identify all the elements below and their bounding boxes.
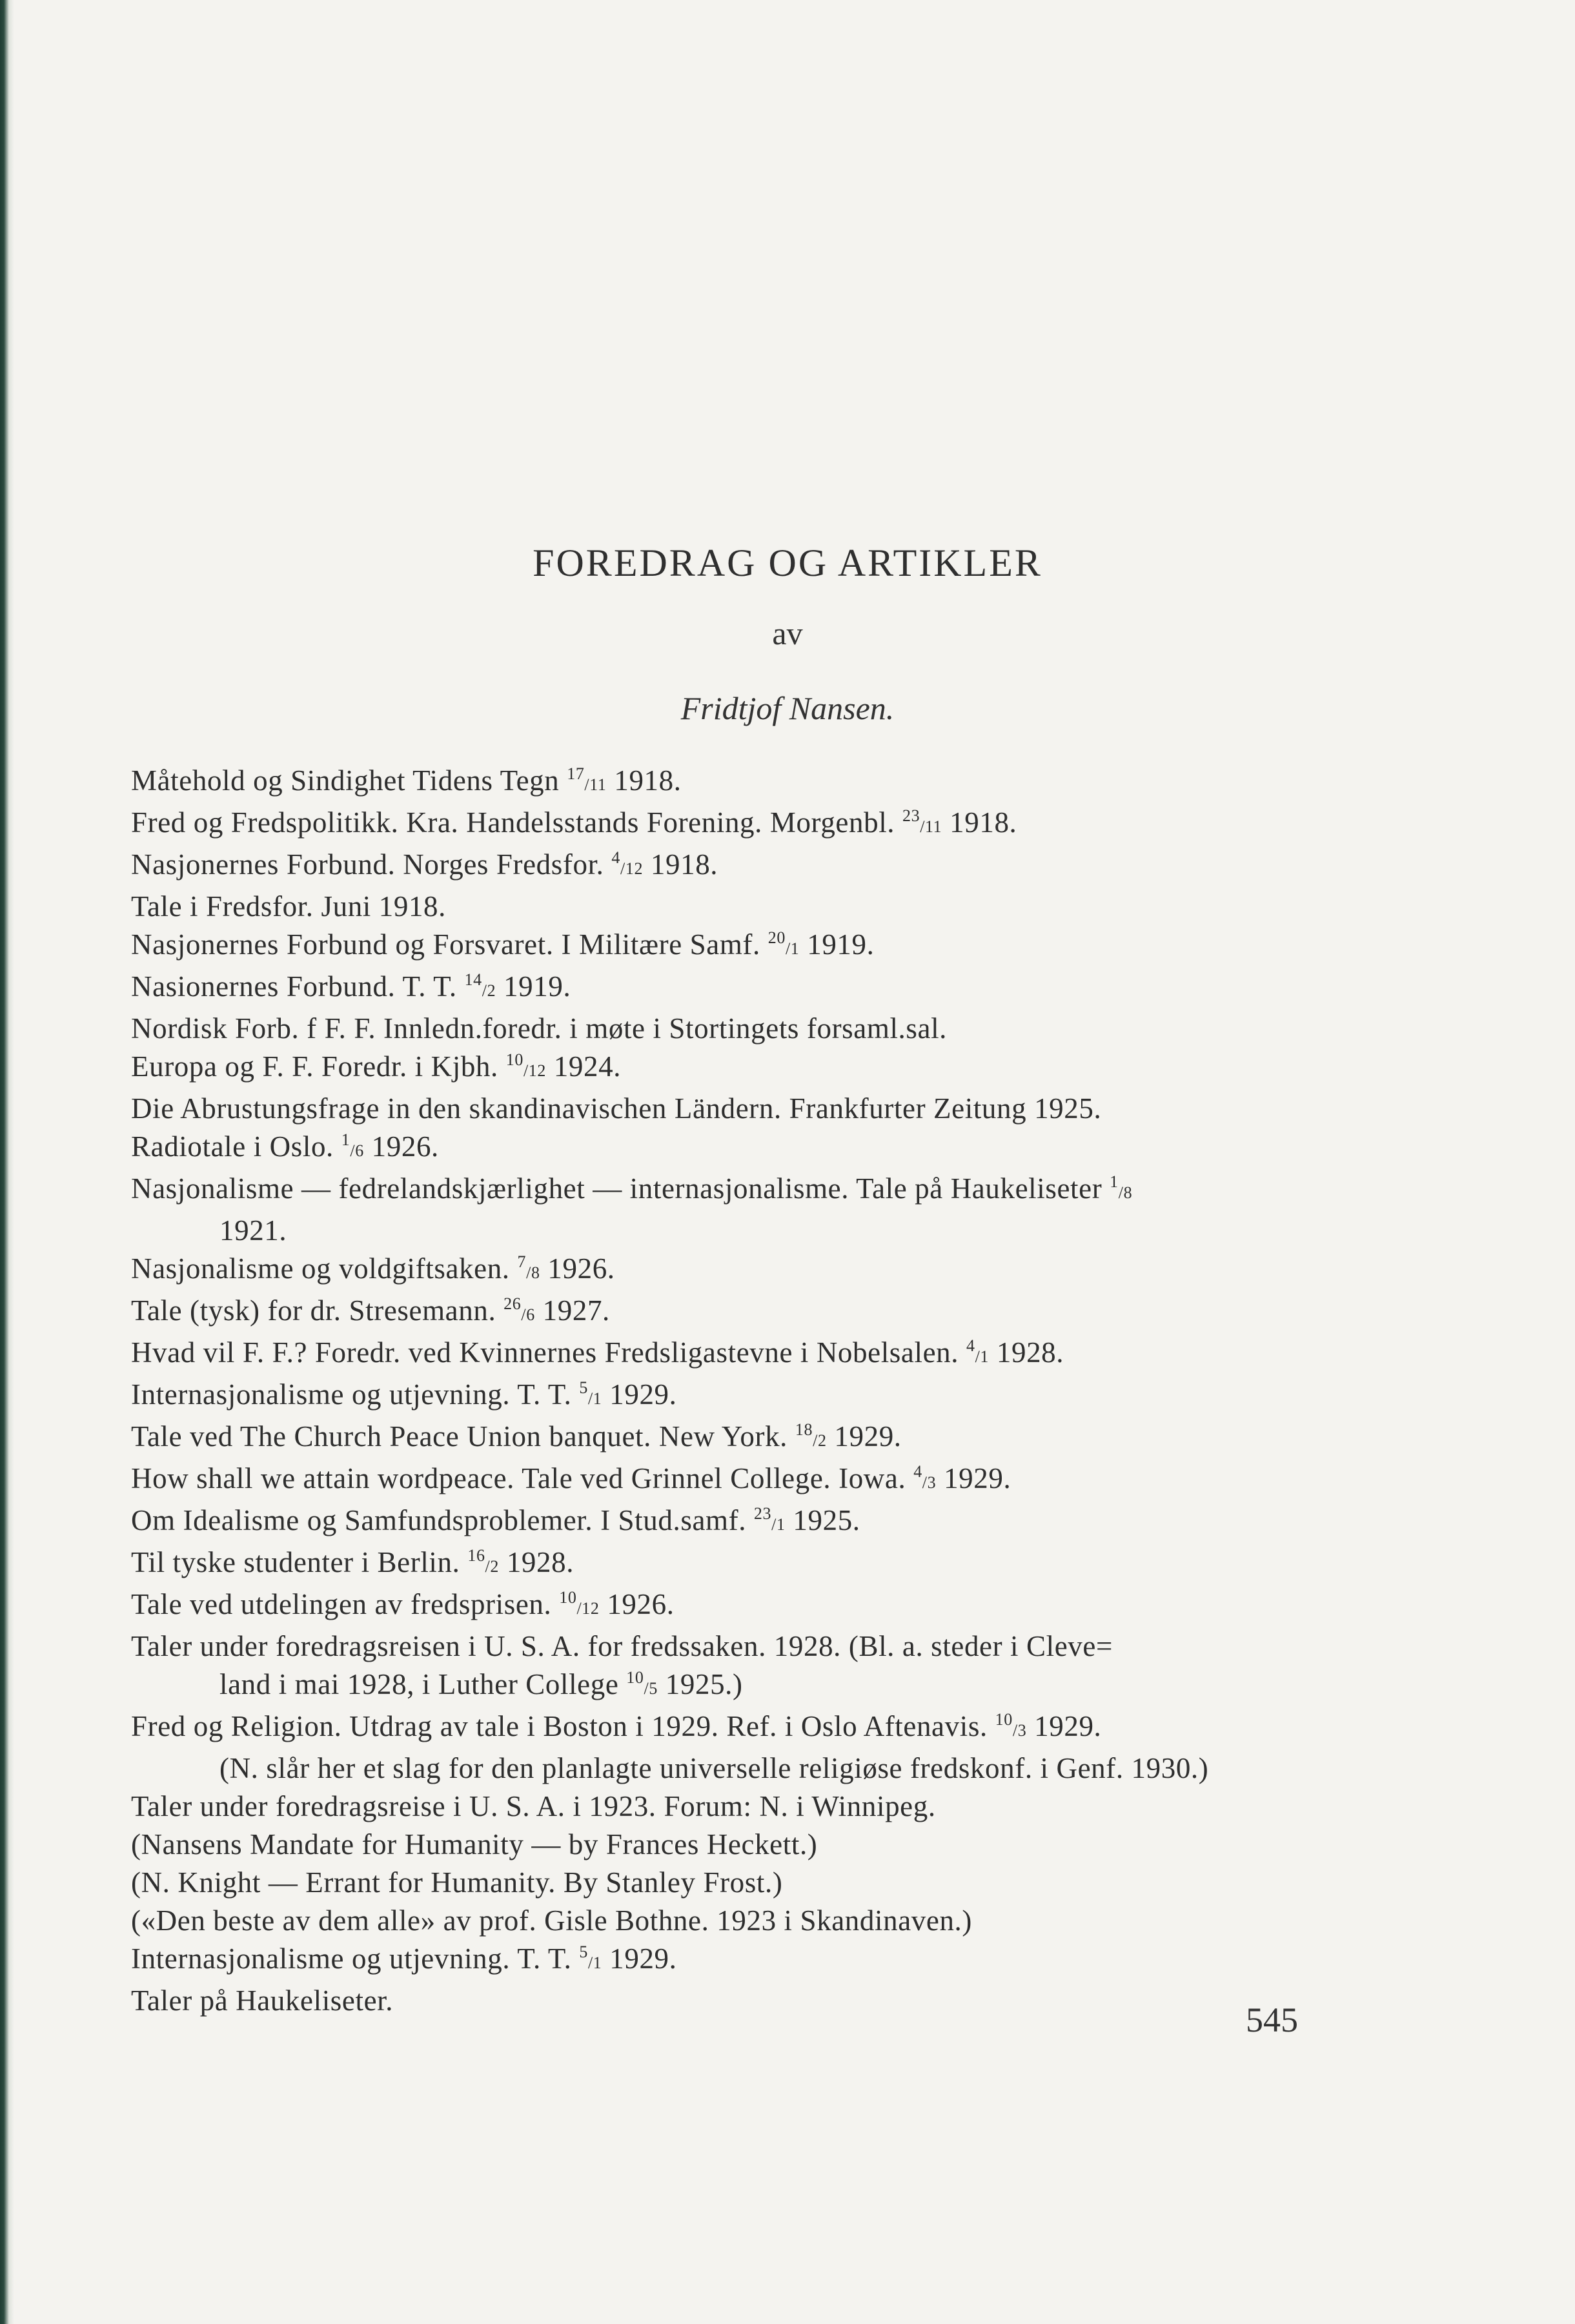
date-year: 1918. [942,806,1017,839]
date-month: 3 [1017,1721,1027,1740]
date-day: 1 [1110,1172,1119,1191]
entry-text: Tale ved utdelingen av fredsprisen. [131,1588,552,1620]
author-name: Fridtjof Nansen. [680,690,895,726]
entry-line [131,1170,1319,1212]
entry-line [131,968,1319,1010]
entry-text: Europa og F. F. Foredr. i Kjbh. [131,1050,498,1083]
date-month: 11 [925,817,942,836]
entry-text: How shall we attain wordpeace. Tale ved Grinnel College. Iowa. [131,1462,906,1494]
entry-line [131,1502,1319,1544]
entry-text: (N. Knight — Errant for Humanity. By Stanley Frost.) [131,1866,783,1899]
date-year: 1918. [606,764,682,797]
date-slash: / [813,1431,818,1450]
date-month: 1 [593,1389,602,1408]
entry-text: Die Abrustungsfrage in den skandinavischen Ländern. Frankfurter Zeitung 1925. [131,1092,1102,1125]
date-month: 6 [526,1305,535,1324]
date-day: 5 [579,1378,588,1397]
date-month: 2 [490,1557,499,1576]
date-month: 5 [649,1679,658,1698]
date-day: 1 [341,1130,351,1149]
entry-line [131,1292,1319,1334]
date-slash: / [521,1305,527,1324]
date-day: 17 [567,764,585,783]
date-month: 2 [487,981,496,1000]
date-month: 1 [790,939,800,958]
date-day: 23 [753,1504,772,1523]
date-year: 1924. [545,1050,622,1083]
date-slash: / [920,817,926,836]
date-year: 1929. [936,1462,1011,1494]
date-month: 8 [1123,1183,1133,1202]
date-year: 1928. [989,1336,1064,1369]
date-slash: / [587,1953,593,1972]
entry-line [131,1418,1319,1460]
entry-text: 1921. [219,1214,287,1247]
date-year: 1918. [643,848,718,881]
date-day: 26 [503,1294,522,1313]
entry-text: Måtehold og Sindighet Tidens Tegn [131,764,560,797]
date-year: 1919. [496,970,571,1003]
entry-text: Nasjonalisme og voldgiftsaken. [131,1252,510,1285]
date-slash: / [1118,1183,1124,1202]
entry-text: Nasjonernes Forbund og Forsvaret. I Militære Samf. [131,928,760,961]
date-slash: / [526,1263,531,1282]
entry-line [131,1982,1319,2020]
entry-text: Nasjonalisme — fedrelandskjærlighet — internasjonalisme. Tale på Haukeliseter [131,1172,1102,1205]
date-slash: / [1012,1721,1018,1740]
date-day: 14 [464,970,482,989]
date-year: 1927. [534,1294,610,1327]
date-year: 1929. [602,1942,677,1975]
date-slash: / [922,1473,928,1492]
date-month: 2 [817,1431,827,1450]
entry-line [131,1826,1319,1864]
entry-text: Nasionernes Forbund. T. T. [131,970,457,1003]
date-day: 4 [913,1462,922,1481]
date-day: 23 [902,806,920,825]
entry-line [131,926,1319,968]
date-month: 3 [927,1473,937,1492]
date-day: 16 [467,1546,485,1565]
date-year: 1929. [826,1420,902,1452]
date-slash: / [584,775,590,794]
date-year: 1919. [799,928,875,961]
entry-text: Tale (tysk) for dr. Stresemann. [131,1294,496,1327]
entry-line [131,804,1319,846]
date-month: 1 [593,1953,602,1972]
date-month: 1 [776,1515,786,1534]
date-slash: / [644,1679,649,1698]
date-year: 1925.) [657,1668,743,1700]
entry-line [131,1250,1319,1292]
date-day: 10 [995,1710,1013,1729]
date-day: 7 [517,1252,527,1271]
date-day: 18 [795,1420,813,1439]
date-year: 1926. [363,1130,439,1163]
date-slash: / [523,1061,529,1080]
date-month: 11 [589,775,607,794]
date-month: 1 [980,1347,990,1366]
entry-text: Fred og Religion. Utdrag av tale i Boston i 1929. Ref. i Oslo Aftenavis. [131,1710,988,1742]
entry-line [131,1627,1319,1666]
date-day: 10 [559,1588,577,1607]
date-month: 12 [582,1599,600,1618]
entry-line [131,888,1319,926]
entry-line [131,1010,1319,1048]
date-day: 20 [767,928,786,947]
date-slash: / [587,1389,593,1408]
entry-line [131,1334,1319,1376]
entry-text: Nasjonernes Forbund. Norges Fredsfor. [131,848,604,881]
entry-line [131,1376,1319,1418]
entry-line [131,1048,1319,1090]
date-year: 1926. [540,1252,615,1285]
entry-line [131,1707,1319,1749]
entry-line [131,1902,1319,1940]
page-number: 545 [1246,2001,1298,2039]
entry-text: Internasjonalisme og utjevning. T. T. [131,1378,572,1411]
date-day: 4 [966,1336,975,1355]
byline-av: av [772,615,803,651]
date-month: 6 [355,1141,364,1160]
entry-line [131,762,1319,804]
entry-text: Radiotale i Oslo. [131,1130,334,1163]
bibliography-list [131,762,1319,2020]
entry-text: (N. slår her et slag for den planlagte universelle religiøse fredskonf. i Genf. 1930.) [219,1752,1209,1784]
entry-text: Til tyske studenter i Berlin. [131,1546,460,1578]
entry-text: («Den beste av dem alle» av prof. Gisle Bothne. 1923 i Skandinaven.) [131,1904,972,1937]
entry-text: Tale i Fredsfor. Juni 1918. [131,890,446,922]
date-day: 5 [579,1942,588,1961]
entry-text: Internasjonalisme og utjevning. T. T. [131,1942,572,1975]
entry-text: Taler under foredragsreise i U. S. A. i 1923. Forum: N. i Winnipeg. [131,1790,936,1822]
entry-line [131,1788,1319,1826]
entry-text: Fred og Fredspolitikk. Kra. Handelsstands Forening. Morgenbl. [131,806,895,839]
date-day: 10 [505,1050,523,1069]
entry-line [131,1128,1319,1170]
date-day: 4 [611,848,621,867]
entry-continuation-line [131,1666,1319,1707]
entry-text: Taler på Haukeliseter. [131,1984,394,2017]
entry-line [131,1090,1319,1128]
date-slash: / [975,1347,981,1366]
entry-line [131,1544,1319,1585]
entry-continuation-line [131,1212,1319,1250]
date-day: 10 [626,1668,644,1687]
entry-continuation-line [131,1749,1319,1788]
entry-line [131,1460,1319,1502]
entry-text: Tale ved The Church Peace Union banquet. New York. [131,1420,788,1452]
date-slash: / [785,939,791,958]
date-year: 1928. [498,1546,574,1578]
date-year: 1929. [1026,1710,1102,1742]
entry-text: land i mai 1928, i Luther College [219,1668,619,1700]
entry-text: (Nansens Mandate for Humanity — by Frances Heckett.) [131,1828,818,1860]
entry-line [131,1585,1319,1627]
date-slash: / [482,981,487,1000]
entry-text: Nordisk Forb. f F. F. Innledn.foredr. i møte i Stortingets forsaml.sal. [131,1012,948,1045]
page-title: FOREDRAG OG ARTIKLER [533,542,1042,584]
date-month: 8 [531,1263,540,1282]
date-year: 1929. [602,1378,677,1411]
date-slash: / [576,1599,582,1618]
entry-text: Taler under foredragsreisen i U. S. A. for fredssaken. 1928. (Bl. a. steder i Cleve= [131,1630,1113,1662]
entry-line [131,1940,1319,1982]
entry-text: Om Idealisme og Samfundsproblemer. I Stud.samf. [131,1504,747,1536]
date-month: 12 [528,1061,546,1080]
entry-text: Hvad vil F. F.? Foredr. ved Kvinnernes Fredsligastevne i Nobelsalen. [131,1336,959,1369]
date-month: 12 [625,859,644,878]
entry-line [131,1864,1319,1902]
date-year: 1925. [785,1504,860,1536]
page-edge [0,0,14,2324]
date-slash: / [620,859,625,878]
date-slash: / [350,1141,356,1160]
date-year: 1926. [599,1588,675,1620]
date-slash: / [485,1557,491,1576]
entry-line [131,846,1319,888]
date-slash: / [771,1515,777,1534]
